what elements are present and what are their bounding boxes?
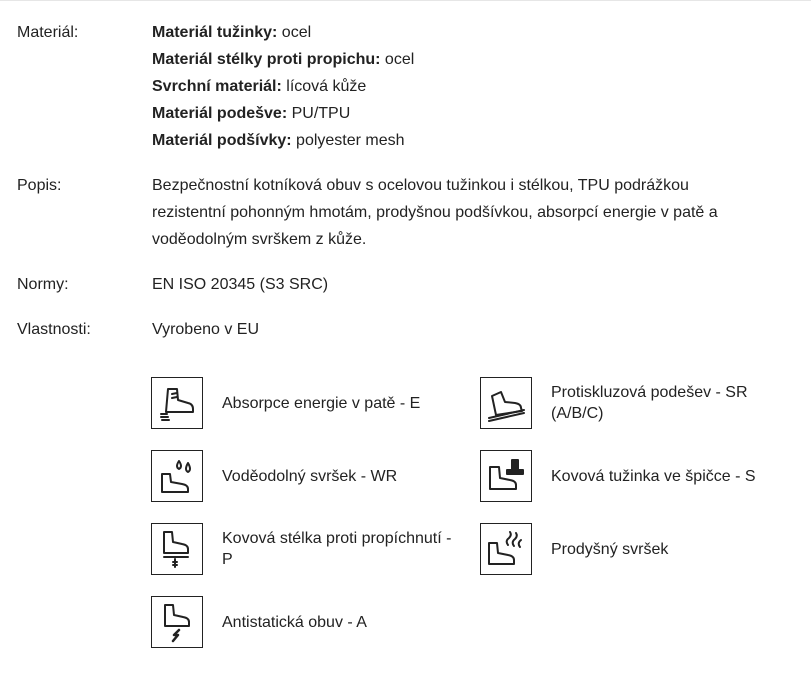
steel-toe-cap-icon — [480, 450, 532, 502]
feature-label: Absorpce energie v patě - E — [222, 394, 421, 412]
material-key: Materiál podšívky: — [152, 132, 292, 149]
material-line — [152, 73, 797, 100]
feature-label: Prodyšný svršek — [551, 540, 669, 558]
spec-value — [152, 19, 797, 154]
material-line — [152, 19, 797, 46]
feature-antistatic — [151, 595, 480, 649]
feature-label: Kovová tužinka ve špičce - S — [551, 467, 756, 485]
material-value: ocel — [380, 51, 415, 68]
spec-label: Vlastnosti: — [17, 321, 91, 338]
top-divider — [0, 0, 811, 1]
material-value: ocel — [277, 24, 312, 41]
breathable-upper-icon — [480, 523, 532, 575]
feature-water-resistant — [151, 449, 480, 503]
feature-energy-absorption — [151, 376, 480, 430]
material-line — [152, 127, 797, 154]
water-resistant-icon — [151, 450, 203, 502]
spec-label: Popis: — [17, 177, 62, 194]
spec-row-properties — [17, 316, 797, 343]
spec-row-material — [17, 19, 797, 154]
product-spec — [17, 19, 797, 361]
antistatic-icon — [151, 596, 203, 648]
properties-value: Vyrobeno v EU — [152, 321, 260, 338]
energy-absorption-icon — [151, 377, 203, 429]
material-key: Materiál stélky proti propichu: — [152, 51, 381, 68]
feature-label: Antistatická obuv - A — [222, 613, 367, 631]
spec-label: Normy: — [17, 276, 69, 293]
material-value: PU/TPU — [287, 105, 351, 122]
puncture-resistant-icon — [151, 523, 203, 575]
feature-icons-grid — [151, 376, 791, 649]
material-value: lícová kůže — [281, 78, 367, 95]
feature-label: Voděodolný svršek - WR — [222, 467, 398, 485]
feature-steel-toe-cap — [480, 449, 791, 503]
feature-label: Protiskluzová podešev - SR (A/B/C) — [551, 384, 748, 422]
material-value: polyester mesh — [291, 132, 405, 149]
norms-value: EN ISO 20345 (S3 SRC) — [152, 276, 329, 293]
feature-puncture-resistant — [151, 522, 480, 576]
description-text: Bezpečnostní kotníková obuv s ocelovou tužinkou i stélkou, TPU podrážkou rezistentní pohonným hmotám, prodyšnou podšívkou, absorpcí energie v patě a voděodolným svrškem z kůže. — [152, 177, 718, 248]
feature-anti-slip-sole — [480, 376, 791, 430]
material-key: Svrchní materiál: — [152, 78, 282, 95]
material-key: Materiál podešve: — [152, 105, 288, 122]
feature-label: Kovová stélka proti propíchnutí - P — [222, 530, 452, 568]
material-line — [152, 46, 797, 73]
material-key: Materiál tužinky: — [152, 24, 278, 41]
feature-breathable-upper — [480, 522, 791, 576]
spec-row-norms — [17, 271, 797, 298]
material-line — [152, 100, 797, 127]
anti-slip-sole-icon — [480, 377, 532, 429]
spec-label: Materiál: — [17, 24, 79, 41]
spec-row-description — [17, 172, 797, 253]
